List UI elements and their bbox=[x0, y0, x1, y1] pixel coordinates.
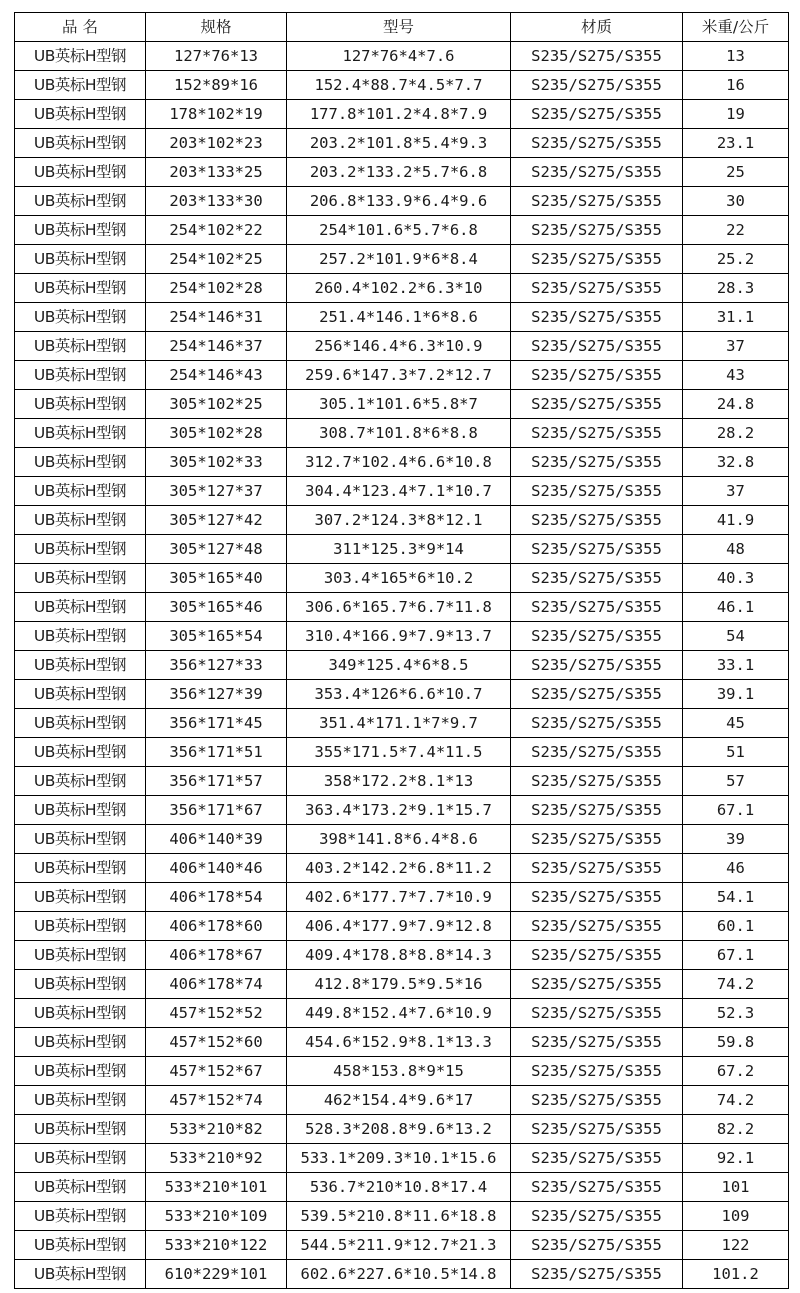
cell-weight: 46 bbox=[683, 854, 789, 883]
cell-model: 310.4*166.9*7.9*13.7 bbox=[287, 622, 511, 651]
cell-weight: 37 bbox=[683, 477, 789, 506]
cell-product-name: UB英标H型钢 bbox=[15, 1028, 146, 1057]
table-row bbox=[15, 593, 789, 622]
header-weight-per-meter: 米重/公斤 bbox=[683, 13, 789, 42]
cell-specification: 457*152*60 bbox=[146, 1028, 287, 1057]
cell-weight: 22 bbox=[683, 216, 789, 245]
cell-weight: 32.8 bbox=[683, 448, 789, 477]
table-row bbox=[15, 767, 789, 796]
cell-model: 402.6*177.7*7.7*10.9 bbox=[287, 883, 511, 912]
cell-model: 152.4*88.7*4.5*7.7 bbox=[287, 71, 511, 100]
cell-model: 305.1*101.6*5.8*7 bbox=[287, 390, 511, 419]
cell-weight: 74.2 bbox=[683, 970, 789, 999]
cell-weight: 31.1 bbox=[683, 303, 789, 332]
cell-product-name: UB英标H型钢 bbox=[15, 825, 146, 854]
cell-material: S235/S275/S355 bbox=[511, 535, 683, 564]
cell-product-name: UB英标H型钢 bbox=[15, 216, 146, 245]
cell-weight: 82.2 bbox=[683, 1115, 789, 1144]
table-row bbox=[15, 332, 789, 361]
table-row bbox=[15, 100, 789, 129]
cell-material: S235/S275/S355 bbox=[511, 477, 683, 506]
cell-material: S235/S275/S355 bbox=[511, 158, 683, 187]
cell-material: S235/S275/S355 bbox=[511, 42, 683, 71]
cell-model: 312.7*102.4*6.6*10.8 bbox=[287, 448, 511, 477]
table-row bbox=[15, 274, 789, 303]
table-row bbox=[15, 1057, 789, 1086]
cell-product-name: UB英标H型钢 bbox=[15, 999, 146, 1028]
cell-model: 458*153.8*9*15 bbox=[287, 1057, 511, 1086]
cell-model: 533.1*209.3*10.1*15.6 bbox=[287, 1144, 511, 1173]
table-row bbox=[15, 477, 789, 506]
cell-model: 363.4*173.2*9.1*15.7 bbox=[287, 796, 511, 825]
cell-specification: 127*76*13 bbox=[146, 42, 287, 71]
cell-specification: 203*133*30 bbox=[146, 187, 287, 216]
cell-material: S235/S275/S355 bbox=[511, 390, 683, 419]
cell-model: 251.4*146.1*6*8.6 bbox=[287, 303, 511, 332]
cell-model: 412.8*179.5*9.5*16 bbox=[287, 970, 511, 999]
cell-weight: 60.1 bbox=[683, 912, 789, 941]
header-material: 材质 bbox=[511, 13, 683, 42]
cell-material: S235/S275/S355 bbox=[511, 883, 683, 912]
cell-specification: 533*210*92 bbox=[146, 1144, 287, 1173]
cell-product-name: UB英标H型钢 bbox=[15, 1144, 146, 1173]
cell-product-name: UB英标H型钢 bbox=[15, 593, 146, 622]
header-row bbox=[15, 13, 789, 42]
cell-specification: 533*210*82 bbox=[146, 1115, 287, 1144]
cell-material: S235/S275/S355 bbox=[511, 71, 683, 100]
cell-weight: 28.2 bbox=[683, 419, 789, 448]
cell-specification: 254*102*25 bbox=[146, 245, 287, 274]
table-row bbox=[15, 129, 789, 158]
cell-weight: 74.2 bbox=[683, 1086, 789, 1115]
cell-model: 539.5*210.8*11.6*18.8 bbox=[287, 1202, 511, 1231]
cell-model: 203.2*101.8*5.4*9.3 bbox=[287, 129, 511, 158]
cell-model: 127*76*4*7.6 bbox=[287, 42, 511, 71]
cell-weight: 33.1 bbox=[683, 651, 789, 680]
cell-model: 536.7*210*10.8*17.4 bbox=[287, 1173, 511, 1202]
cell-model: 307.2*124.3*8*12.1 bbox=[287, 506, 511, 535]
cell-weight: 16 bbox=[683, 71, 789, 100]
steel-spec-table bbox=[14, 12, 789, 1289]
cell-model: 454.6*152.9*8.1*13.3 bbox=[287, 1028, 511, 1057]
table-row bbox=[15, 912, 789, 941]
cell-model: 544.5*211.9*12.7*21.3 bbox=[287, 1231, 511, 1260]
cell-model: 254*101.6*5.7*6.8 bbox=[287, 216, 511, 245]
cell-specification: 356*171*57 bbox=[146, 767, 287, 796]
cell-material: S235/S275/S355 bbox=[511, 651, 683, 680]
cell-model: 409.4*178.8*8.8*14.3 bbox=[287, 941, 511, 970]
cell-material: S235/S275/S355 bbox=[511, 564, 683, 593]
cell-product-name: UB英标H型钢 bbox=[15, 245, 146, 274]
cell-specification: 305*102*28 bbox=[146, 419, 287, 448]
cell-specification: 406*140*46 bbox=[146, 854, 287, 883]
cell-weight: 67.1 bbox=[683, 796, 789, 825]
cell-material: S235/S275/S355 bbox=[511, 999, 683, 1028]
cell-material: S235/S275/S355 bbox=[511, 506, 683, 535]
cell-specification: 457*152*74 bbox=[146, 1086, 287, 1115]
table-row bbox=[15, 1260, 789, 1289]
cell-material: S235/S275/S355 bbox=[511, 680, 683, 709]
cell-product-name: UB英标H型钢 bbox=[15, 1115, 146, 1144]
cell-material: S235/S275/S355 bbox=[511, 854, 683, 883]
table-row bbox=[15, 564, 789, 593]
cell-weight: 51 bbox=[683, 738, 789, 767]
cell-model: 602.6*227.6*10.5*14.8 bbox=[287, 1260, 511, 1289]
cell-product-name: UB英标H型钢 bbox=[15, 71, 146, 100]
cell-specification: 356*171*67 bbox=[146, 796, 287, 825]
cell-specification: 305*127*42 bbox=[146, 506, 287, 535]
cell-product-name: UB英标H型钢 bbox=[15, 1202, 146, 1231]
cell-weight: 23.1 bbox=[683, 129, 789, 158]
cell-weight: 57 bbox=[683, 767, 789, 796]
cell-specification: 406*140*39 bbox=[146, 825, 287, 854]
cell-weight: 41.9 bbox=[683, 506, 789, 535]
cell-specification: 203*133*25 bbox=[146, 158, 287, 187]
cell-product-name: UB英标H型钢 bbox=[15, 1231, 146, 1260]
cell-product-name: UB英标H型钢 bbox=[15, 42, 146, 71]
cell-material: S235/S275/S355 bbox=[511, 1115, 683, 1144]
cell-model: 349*125.4*6*8.5 bbox=[287, 651, 511, 680]
cell-model: 257.2*101.9*6*8.4 bbox=[287, 245, 511, 274]
cell-weight: 25.2 bbox=[683, 245, 789, 274]
cell-weight: 28.3 bbox=[683, 274, 789, 303]
cell-weight: 39.1 bbox=[683, 680, 789, 709]
cell-product-name: UB英标H型钢 bbox=[15, 187, 146, 216]
table-row bbox=[15, 448, 789, 477]
cell-weight: 25 bbox=[683, 158, 789, 187]
cell-material: S235/S275/S355 bbox=[511, 129, 683, 158]
cell-weight: 101.2 bbox=[683, 1260, 789, 1289]
cell-material: S235/S275/S355 bbox=[511, 1231, 683, 1260]
cell-specification: 356*127*33 bbox=[146, 651, 287, 680]
cell-specification: 457*152*52 bbox=[146, 999, 287, 1028]
cell-product-name: UB英标H型钢 bbox=[15, 622, 146, 651]
table-row bbox=[15, 709, 789, 738]
table-row bbox=[15, 825, 789, 854]
cell-model: 203.2*133.2*5.7*6.8 bbox=[287, 158, 511, 187]
cell-material: S235/S275/S355 bbox=[511, 448, 683, 477]
cell-weight: 109 bbox=[683, 1202, 789, 1231]
cell-weight: 24.8 bbox=[683, 390, 789, 419]
cell-product-name: UB英标H型钢 bbox=[15, 1086, 146, 1115]
cell-specification: 457*152*67 bbox=[146, 1057, 287, 1086]
cell-model: 449.8*152.4*7.6*10.9 bbox=[287, 999, 511, 1028]
cell-model: 398*141.8*6.4*8.6 bbox=[287, 825, 511, 854]
cell-material: S235/S275/S355 bbox=[511, 100, 683, 129]
cell-material: S235/S275/S355 bbox=[511, 303, 683, 332]
header-specification: 规格 bbox=[146, 13, 287, 42]
cell-model: 206.8*133.9*6.4*9.6 bbox=[287, 187, 511, 216]
table-row bbox=[15, 303, 789, 332]
table-row bbox=[15, 1144, 789, 1173]
cell-model: 304.4*123.4*7.1*10.7 bbox=[287, 477, 511, 506]
cell-product-name: UB英标H型钢 bbox=[15, 303, 146, 332]
table-row bbox=[15, 622, 789, 651]
cell-product-name: UB英标H型钢 bbox=[15, 651, 146, 680]
table-row bbox=[15, 883, 789, 912]
table-row bbox=[15, 738, 789, 767]
cell-weight: 67.1 bbox=[683, 941, 789, 970]
cell-specification: 152*89*16 bbox=[146, 71, 287, 100]
table-header bbox=[15, 13, 789, 42]
cell-material: S235/S275/S355 bbox=[511, 622, 683, 651]
cell-product-name: UB英标H型钢 bbox=[15, 854, 146, 883]
cell-weight: 39 bbox=[683, 825, 789, 854]
cell-weight: 48 bbox=[683, 535, 789, 564]
cell-model: 358*172.2*8.1*13 bbox=[287, 767, 511, 796]
cell-weight: 19 bbox=[683, 100, 789, 129]
cell-specification: 406*178*54 bbox=[146, 883, 287, 912]
cell-weight: 122 bbox=[683, 1231, 789, 1260]
cell-specification: 533*210*101 bbox=[146, 1173, 287, 1202]
header-model: 型号 bbox=[287, 13, 511, 42]
cell-specification: 254*146*37 bbox=[146, 332, 287, 361]
cell-model: 351.4*171.1*7*9.7 bbox=[287, 709, 511, 738]
table-row bbox=[15, 42, 789, 71]
cell-model: 406.4*177.9*7.9*12.8 bbox=[287, 912, 511, 941]
table-row bbox=[15, 187, 789, 216]
cell-weight: 54 bbox=[683, 622, 789, 651]
cell-material: S235/S275/S355 bbox=[511, 970, 683, 999]
cell-material: S235/S275/S355 bbox=[511, 1057, 683, 1086]
cell-weight: 101 bbox=[683, 1173, 789, 1202]
cell-product-name: UB英标H型钢 bbox=[15, 564, 146, 593]
cell-specification: 254*102*28 bbox=[146, 274, 287, 303]
cell-material: S235/S275/S355 bbox=[511, 1144, 683, 1173]
cell-specification: 254*146*43 bbox=[146, 361, 287, 390]
cell-specification: 178*102*19 bbox=[146, 100, 287, 129]
table-row bbox=[15, 1028, 789, 1057]
cell-product-name: UB英标H型钢 bbox=[15, 883, 146, 912]
cell-weight: 59.8 bbox=[683, 1028, 789, 1057]
table-row bbox=[15, 158, 789, 187]
cell-specification: 406*178*74 bbox=[146, 970, 287, 999]
table-row bbox=[15, 506, 789, 535]
cell-specification: 356*171*45 bbox=[146, 709, 287, 738]
cell-weight: 40.3 bbox=[683, 564, 789, 593]
cell-weight: 67.2 bbox=[683, 1057, 789, 1086]
cell-product-name: UB英标H型钢 bbox=[15, 274, 146, 303]
table-body bbox=[15, 42, 789, 1289]
table-row bbox=[15, 245, 789, 274]
header-product-name: 品 名 bbox=[15, 13, 146, 42]
cell-material: S235/S275/S355 bbox=[511, 187, 683, 216]
cell-product-name: UB英标H型钢 bbox=[15, 390, 146, 419]
cell-weight: 13 bbox=[683, 42, 789, 71]
table-row bbox=[15, 1202, 789, 1231]
cell-specification: 305*165*54 bbox=[146, 622, 287, 651]
cell-specification: 254*102*22 bbox=[146, 216, 287, 245]
table-row bbox=[15, 361, 789, 390]
table-row bbox=[15, 854, 789, 883]
cell-material: S235/S275/S355 bbox=[511, 1202, 683, 1231]
cell-specification: 533*210*109 bbox=[146, 1202, 287, 1231]
cell-weight: 30 bbox=[683, 187, 789, 216]
table-row bbox=[15, 651, 789, 680]
cell-material: S235/S275/S355 bbox=[511, 274, 683, 303]
cell-specification: 203*102*23 bbox=[146, 129, 287, 158]
table-row bbox=[15, 535, 789, 564]
cell-weight: 54.1 bbox=[683, 883, 789, 912]
table-row bbox=[15, 390, 789, 419]
table-row bbox=[15, 1173, 789, 1202]
cell-model: 311*125.3*9*14 bbox=[287, 535, 511, 564]
cell-product-name: UB英标H型钢 bbox=[15, 506, 146, 535]
cell-model: 260.4*102.2*6.3*10 bbox=[287, 274, 511, 303]
cell-product-name: UB英标H型钢 bbox=[15, 970, 146, 999]
cell-product-name: UB英标H型钢 bbox=[15, 738, 146, 767]
cell-product-name: UB英标H型钢 bbox=[15, 448, 146, 477]
cell-product-name: UB英标H型钢 bbox=[15, 419, 146, 448]
cell-product-name: UB英标H型钢 bbox=[15, 361, 146, 390]
cell-model: 177.8*101.2*4.8*7.9 bbox=[287, 100, 511, 129]
cell-model: 355*171.5*7.4*11.5 bbox=[287, 738, 511, 767]
cell-material: S235/S275/S355 bbox=[511, 825, 683, 854]
cell-specification: 305*127*37 bbox=[146, 477, 287, 506]
cell-specification: 305*165*40 bbox=[146, 564, 287, 593]
cell-model: 308.7*101.8*6*8.8 bbox=[287, 419, 511, 448]
cell-product-name: UB英标H型钢 bbox=[15, 129, 146, 158]
cell-material: S235/S275/S355 bbox=[511, 332, 683, 361]
cell-material: S235/S275/S355 bbox=[511, 1028, 683, 1057]
cell-model: 528.3*208.8*9.6*13.2 bbox=[287, 1115, 511, 1144]
cell-material: S235/S275/S355 bbox=[511, 1173, 683, 1202]
cell-material: S235/S275/S355 bbox=[511, 245, 683, 274]
table-row bbox=[15, 999, 789, 1028]
cell-specification: 305*102*25 bbox=[146, 390, 287, 419]
cell-weight: 92.1 bbox=[683, 1144, 789, 1173]
cell-model: 306.6*165.7*6.7*11.8 bbox=[287, 593, 511, 622]
table-row bbox=[15, 1086, 789, 1115]
cell-specification: 305*165*46 bbox=[146, 593, 287, 622]
table-row bbox=[15, 970, 789, 999]
cell-model: 462*154.4*9.6*17 bbox=[287, 1086, 511, 1115]
cell-model: 403.2*142.2*6.8*11.2 bbox=[287, 854, 511, 883]
cell-product-name: UB英标H型钢 bbox=[15, 941, 146, 970]
cell-model: 303.4*165*6*10.2 bbox=[287, 564, 511, 593]
cell-product-name: UB英标H型钢 bbox=[15, 796, 146, 825]
table-row bbox=[15, 71, 789, 100]
cell-weight: 43 bbox=[683, 361, 789, 390]
cell-material: S235/S275/S355 bbox=[511, 1086, 683, 1115]
cell-product-name: UB英标H型钢 bbox=[15, 912, 146, 941]
cell-model: 256*146.4*6.3*10.9 bbox=[287, 332, 511, 361]
table-row bbox=[15, 419, 789, 448]
cell-material: S235/S275/S355 bbox=[511, 738, 683, 767]
cell-material: S235/S275/S355 bbox=[511, 709, 683, 738]
cell-product-name: UB英标H型钢 bbox=[15, 709, 146, 738]
cell-product-name: UB英标H型钢 bbox=[15, 1173, 146, 1202]
cell-specification: 305*127*48 bbox=[146, 535, 287, 564]
cell-weight: 37 bbox=[683, 332, 789, 361]
cell-product-name: UB英标H型钢 bbox=[15, 158, 146, 187]
cell-material: S235/S275/S355 bbox=[511, 1260, 683, 1289]
cell-model: 259.6*147.3*7.2*12.7 bbox=[287, 361, 511, 390]
table-row bbox=[15, 1115, 789, 1144]
cell-specification: 406*178*60 bbox=[146, 912, 287, 941]
cell-product-name: UB英标H型钢 bbox=[15, 100, 146, 129]
cell-specification: 533*210*122 bbox=[146, 1231, 287, 1260]
cell-material: S235/S275/S355 bbox=[511, 767, 683, 796]
cell-weight: 45 bbox=[683, 709, 789, 738]
cell-weight: 52.3 bbox=[683, 999, 789, 1028]
cell-product-name: UB英标H型钢 bbox=[15, 1057, 146, 1086]
cell-material: S235/S275/S355 bbox=[511, 593, 683, 622]
table-row bbox=[15, 1231, 789, 1260]
cell-material: S235/S275/S355 bbox=[511, 216, 683, 245]
cell-specification: 356*127*39 bbox=[146, 680, 287, 709]
cell-specification: 610*229*101 bbox=[146, 1260, 287, 1289]
cell-specification: 305*102*33 bbox=[146, 448, 287, 477]
cell-material: S235/S275/S355 bbox=[511, 912, 683, 941]
cell-product-name: UB英标H型钢 bbox=[15, 1260, 146, 1289]
cell-material: S235/S275/S355 bbox=[511, 796, 683, 825]
cell-weight: 46.1 bbox=[683, 593, 789, 622]
cell-product-name: UB英标H型钢 bbox=[15, 332, 146, 361]
table-row bbox=[15, 796, 789, 825]
table-row bbox=[15, 941, 789, 970]
cell-material: S235/S275/S355 bbox=[511, 941, 683, 970]
cell-model: 353.4*126*6.6*10.7 bbox=[287, 680, 511, 709]
table-row bbox=[15, 680, 789, 709]
cell-product-name: UB英标H型钢 bbox=[15, 680, 146, 709]
cell-specification: 406*178*67 bbox=[146, 941, 287, 970]
cell-product-name: UB英标H型钢 bbox=[15, 767, 146, 796]
cell-specification: 356*171*51 bbox=[146, 738, 287, 767]
cell-specification: 254*146*31 bbox=[146, 303, 287, 332]
table-row bbox=[15, 216, 789, 245]
cell-material: S235/S275/S355 bbox=[511, 361, 683, 390]
cell-product-name: UB英标H型钢 bbox=[15, 477, 146, 506]
cell-product-name: UB英标H型钢 bbox=[15, 535, 146, 564]
cell-material: S235/S275/S355 bbox=[511, 419, 683, 448]
